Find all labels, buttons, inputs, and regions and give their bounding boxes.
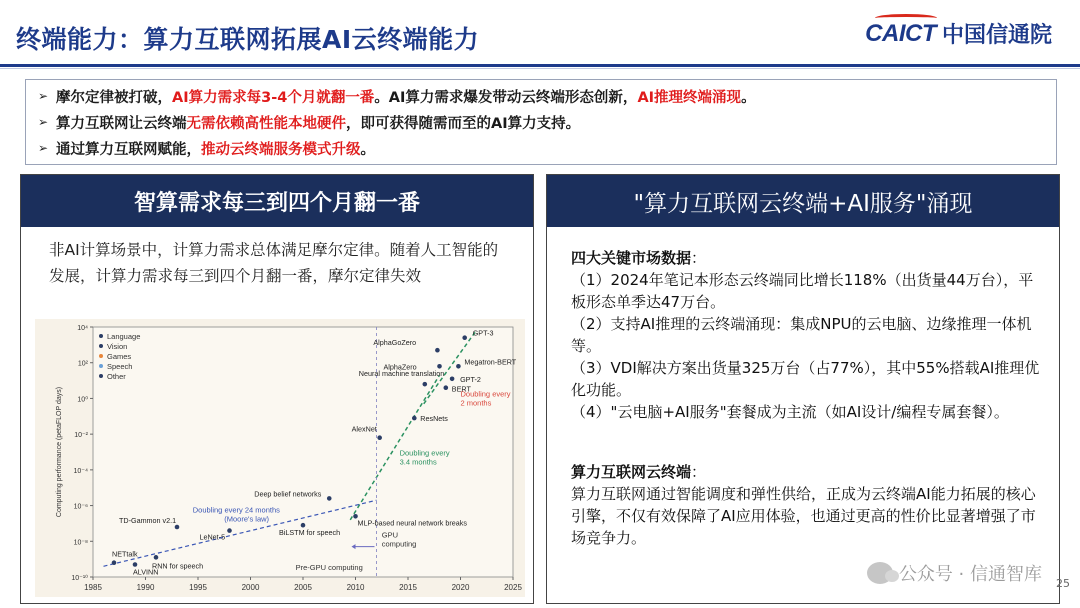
bullet-text-part: 。 xyxy=(360,141,375,158)
market-item: （4）"云电脑+AI服务"套餐成为主流（如AI设计/编程专属套餐）。 xyxy=(571,403,1009,421)
x-tick-label: 1985 xyxy=(84,583,102,592)
data-point xyxy=(462,335,467,340)
bullet-text-part: ，即可获得随需而至的AI算力支持。 xyxy=(346,115,581,132)
pre-gpu-annotation: Pre-GPU computing xyxy=(295,562,363,572)
y-tick-label: 10² xyxy=(77,360,88,368)
data-point-label: AlphaGoZero xyxy=(373,338,417,348)
cloud-terminal-panel xyxy=(546,174,1060,604)
x-tick-label: 2025 xyxy=(504,583,522,592)
x-tick-label: 2020 xyxy=(451,583,470,592)
compute-growth-chart xyxy=(35,319,525,597)
legend-label: Games xyxy=(107,352,132,361)
market-item: （2）支持AI推理的云终端涌现：集成NPU的云电脑、边缘推理一体机等。 xyxy=(571,315,1032,355)
market-data-heading-text: 四大关键市场数据 xyxy=(571,249,692,267)
legend-label: Vision xyxy=(107,342,128,351)
legend-marker xyxy=(99,374,103,378)
data-point-label: NETtalk xyxy=(112,549,138,559)
x-tick-label: 2015 xyxy=(399,583,417,592)
key-points-box xyxy=(25,79,1057,165)
heading-colon: ： xyxy=(691,249,707,267)
market-item: （1）2024年笔记本形态云终端同比增长118%（出货量44万台），平板形态单季达47万台。 xyxy=(571,271,1034,311)
legend-marker xyxy=(99,344,103,348)
y-axis-label: Computing performance (petaFLOP days) xyxy=(56,386,63,518)
right-panel-body xyxy=(571,247,1041,549)
logo-text-cn: 中国信通院 xyxy=(941,23,1052,48)
arrow-bullet-icon: ➢ xyxy=(38,115,49,129)
data-point xyxy=(456,364,461,369)
data-point-label: LeNet-5 xyxy=(199,532,226,542)
right-panel-title: "算力互联网云终端+AI服务"涌现 xyxy=(547,175,1059,227)
watermark xyxy=(867,560,1042,586)
ai2-annotation-line1: Doubling every xyxy=(460,389,511,399)
bullet-highlight: AI算力需求每3-4个月就翻一番 xyxy=(172,89,375,106)
data-point-label: ALVINN xyxy=(133,567,159,577)
bullet-text-2 xyxy=(56,138,375,159)
bullet-highlight: 推动云终端服务模式升级 xyxy=(201,141,361,158)
data-point-label: AlphaZero xyxy=(383,362,417,372)
heading-colon: ： xyxy=(691,463,707,481)
left-panel-title: 智算需求每三到四个月翻一番 xyxy=(21,175,533,227)
market-item: （3）VDI解决方案出货量325万台（占77%），其中55%搭载AI推理优化功能。 xyxy=(571,359,1040,399)
data-point-label: AlexNet xyxy=(351,424,377,434)
data-point xyxy=(112,560,117,565)
data-point-label: BERT xyxy=(451,384,471,394)
bullet-text-part: 算力互联网让云终端 xyxy=(56,115,187,132)
arrow-bullet-icon: ➢ xyxy=(38,89,49,103)
ai2-annotation-line2: 2 months xyxy=(460,398,492,408)
logo-en-label: CAICT xyxy=(865,19,936,47)
caict-logo xyxy=(865,18,1052,49)
page-number: 25 xyxy=(1056,577,1070,590)
data-point xyxy=(327,496,332,501)
y-tick-label: 10⁻² xyxy=(74,432,88,440)
data-point xyxy=(301,523,306,528)
header-divider-thin xyxy=(0,68,1080,69)
data-point-label: TD-Gammon v2.1 xyxy=(119,516,177,525)
legend-marker xyxy=(99,334,103,338)
bullet-row xyxy=(38,83,1044,109)
x-tick-label: 2000 xyxy=(241,583,260,592)
chart-svg xyxy=(35,319,525,597)
bullet-row xyxy=(38,135,1044,161)
data-point xyxy=(423,382,428,387)
data-point-label: RNN for speech xyxy=(152,561,204,571)
data-point xyxy=(133,562,138,567)
plot-area xyxy=(93,327,513,577)
data-point xyxy=(435,348,440,353)
bullet-text-part: 。 xyxy=(741,89,756,106)
data-point xyxy=(450,376,455,381)
cloud-terminal-heading xyxy=(571,461,1041,483)
bullet-text-part: 通过算力互联网赋能， xyxy=(56,141,201,158)
slide-title: 终端能力：算力互联网拓展AI云终端能力 xyxy=(16,25,480,54)
bullet-row xyxy=(38,109,1044,135)
bullet-text-0 xyxy=(56,86,756,107)
data-point xyxy=(377,435,382,440)
moore-annotation-line1: Doubling every 24 months xyxy=(192,505,280,515)
ai34-annotation-line1: Doubling every xyxy=(399,448,450,458)
x-tick-label: 2010 xyxy=(346,583,365,592)
y-tick-label: 10⁻⁸ xyxy=(73,539,88,547)
data-point-label: MLP-based neural network breaks xyxy=(357,518,467,528)
y-tick-label: 10⁻⁴ xyxy=(73,467,88,475)
data-point xyxy=(412,416,417,421)
data-point-label: BiLSTM for speech xyxy=(279,528,341,538)
legend-label: Language xyxy=(107,332,141,341)
legend-marker xyxy=(99,364,103,368)
data-point xyxy=(154,555,159,560)
y-tick-label: 10⁰ xyxy=(77,396,88,404)
ai34-annotation-line2: 3.4 months xyxy=(399,457,437,467)
data-point-label: Deep belief networks xyxy=(254,489,322,499)
data-point-label: Megatron-BERT xyxy=(464,357,517,367)
bullet-highlight: 无需依赖高性能本地硬件 xyxy=(186,115,346,132)
header-divider xyxy=(0,64,1080,67)
wechat-icon xyxy=(867,562,893,584)
bullet-text-part: 。AI算力需求爆发带动云终端形态创新， xyxy=(374,89,638,106)
legend-label: Other xyxy=(107,372,126,381)
legend-label: Speech xyxy=(107,362,133,371)
data-point xyxy=(227,528,232,533)
x-tick-label: 2005 xyxy=(294,583,312,592)
logo-swoosh-icon xyxy=(875,14,937,22)
x-tick-label: 1990 xyxy=(136,583,155,592)
data-point xyxy=(437,364,442,369)
y-tick-label: 10⁴ xyxy=(77,325,88,332)
data-point-label: GPT-2 xyxy=(460,374,481,384)
data-point-label: Neural machine translation xyxy=(358,369,445,379)
left-panel-intro: 非AI计算场景中，计算力需求总体满足摩尔定律。随着人工智能的发展，计算力需求每三到四个月翻一番，摩尔定律失效 xyxy=(49,241,499,285)
data-point-label: ResNets xyxy=(420,414,448,424)
moore-annotation-line2: (Moore's law) xyxy=(224,514,270,524)
bullet-text-1 xyxy=(56,112,580,133)
section-gap xyxy=(571,423,1041,461)
data-point xyxy=(444,385,449,390)
gpu-annotation-line1: GPU xyxy=(381,530,399,540)
cloud-terminal-text: 算力互联网通过智能调度和弹性供给，正成为云终端AI能力拓展的核心引擎，不仅有效保障了AI应用体验，也通过更高的性价比显著增强了市场竞争力。 xyxy=(571,485,1036,547)
market-data-heading xyxy=(571,247,1041,269)
x-tick-label: 1995 xyxy=(189,583,207,592)
data-point xyxy=(175,525,180,530)
cloud-terminal-heading-text: 算力互联网云终端 xyxy=(571,463,692,481)
arrow-bullet-icon: ➢ xyxy=(38,141,49,155)
y-tick-label: 10⁻⁶ xyxy=(73,503,88,511)
legend-marker xyxy=(99,354,103,358)
gpu-annotation-line2: computing xyxy=(381,539,417,549)
bullet-highlight: AI推理终端涌现 xyxy=(637,89,742,106)
watermark-text: 公众号 · 信通智库 xyxy=(898,564,1042,585)
data-point-label: GPT-3 xyxy=(472,328,494,338)
compute-demand-panel xyxy=(20,174,534,604)
y-tick-label: 10⁻¹⁰ xyxy=(71,575,88,582)
bullet-text-part: 摩尔定律被打破， xyxy=(56,89,172,106)
logo-text-en xyxy=(865,20,936,48)
